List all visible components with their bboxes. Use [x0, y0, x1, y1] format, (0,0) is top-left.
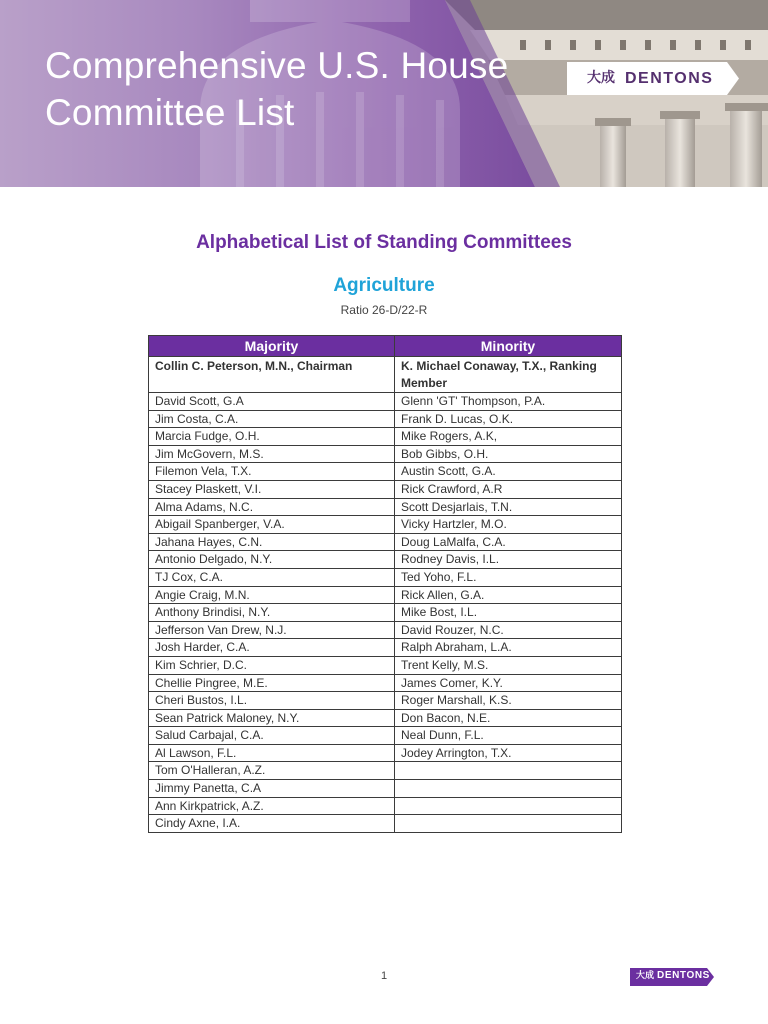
majority-member: Josh Harder, C.A.: [149, 639, 395, 657]
footer-logo-cjk: 大成: [636, 971, 655, 981]
table-row: [149, 604, 622, 622]
table-row: [149, 516, 622, 534]
table-row: [149, 656, 622, 674]
majority-member: Sean Patrick Maloney, N.Y.: [149, 709, 395, 727]
committee-ratio: Ratio 26-D/22-R: [340, 303, 428, 317]
majority-member: Anthony Brindisi, N.Y.: [149, 604, 395, 622]
table-row: [149, 586, 622, 604]
minority-member: Vicky Hartzler, M.O.: [395, 516, 622, 534]
majority-member: Salud Carbajal, C.A.: [149, 727, 395, 745]
minority-member: K. Michael Conaway, T.X., Ranking Member: [395, 357, 622, 393]
majority-member: Ann Kirkpatrick, A.Z.: [149, 797, 395, 815]
minority-member: Roger Marshall, K.S.: [395, 692, 622, 710]
minority-member: Doug LaMalfa, C.A.: [395, 533, 622, 551]
table-row: [149, 639, 622, 657]
document-title: Comprehensive U.S. House Committee List: [45, 45, 509, 133]
majority-member: Stacey Plaskett, V.I.: [149, 480, 395, 498]
minority-member: Scott Desjarlais, T.N.: [395, 498, 622, 516]
minority-header: Minority: [395, 336, 622, 357]
majority-member: Jim Costa, C.A.: [149, 410, 395, 428]
header-banner: [0, 0, 768, 187]
minority-member: Neal Dunn, F.L.: [395, 727, 622, 745]
table-row: [149, 533, 622, 551]
minority-member: Frank D. Lucas, O.K.: [395, 410, 622, 428]
table-row: [149, 621, 622, 639]
majority-member: David Scott, G.A: [149, 393, 395, 411]
minority-member: [395, 762, 622, 780]
majority-member: Alma Adams, N.C.: [149, 498, 395, 516]
minority-member: Rick Allen, G.A.: [395, 586, 622, 604]
table-row: [149, 463, 622, 481]
table-row: [149, 744, 622, 762]
minority-member: Ted Yoho, F.L.: [395, 568, 622, 586]
footer-logo: DENTONS: [657, 970, 710, 981]
table-row: [149, 780, 622, 798]
majority-member: Jim McGovern, M.S.: [149, 445, 395, 463]
committee-name: Agriculture: [333, 275, 435, 296]
minority-member: Don Bacon, N.E.: [395, 709, 622, 727]
majority-member: Jefferson Van Drew, N.J.: [149, 621, 395, 639]
minority-member: James Comer, K.Y.: [395, 674, 622, 692]
minority-member: [395, 797, 622, 815]
committee-roster-table: [148, 335, 622, 833]
majority-member: TJ Cox, C.A.: [149, 568, 395, 586]
majority-member: Abigail Spanberger, V.A.: [149, 516, 395, 534]
minority-member: Rick Crawford, A.R: [395, 480, 622, 498]
majority-member: Collin C. Peterson, M.N., Chairman: [149, 357, 395, 393]
minority-member: Ralph Abraham, L.A.: [395, 639, 622, 657]
majority-header: Majority: [149, 336, 395, 357]
majority-member: Cindy Axne, I.A.: [149, 815, 395, 833]
majority-member: Marcia Fudge, O.H.: [149, 428, 395, 446]
table-row: [149, 428, 622, 446]
minority-member: Austin Scott, G.A.: [395, 463, 622, 481]
table-row: [149, 727, 622, 745]
majority-member: Angie Craig, M.N.: [149, 586, 395, 604]
majority-member: Jimmy Panetta, C.A: [149, 780, 395, 798]
table-row: [149, 815, 622, 833]
section-title: Alphabetical List of Standing Committees: [196, 232, 572, 253]
table-row: [149, 674, 622, 692]
majority-member: Jahana Hayes, C.N.: [149, 533, 395, 551]
minority-member: [395, 815, 622, 833]
table-row: [149, 692, 622, 710]
table-row: [149, 410, 622, 428]
minority-member: [395, 780, 622, 798]
minority-member: Jodey Arrington, T.X.: [395, 744, 622, 762]
majority-member: Tom O'Halleran, A.Z.: [149, 762, 395, 780]
table-row: [149, 762, 622, 780]
table-row: [149, 568, 622, 586]
table-row: [149, 357, 622, 393]
minority-member: Mike Rogers, A.K,: [395, 428, 622, 446]
table-row: [149, 797, 622, 815]
table-row: [149, 445, 622, 463]
majority-member: Filemon Vela, T.X.: [149, 463, 395, 481]
majority-member: Antonio Delgado, N.Y.: [149, 551, 395, 569]
minority-member: Rodney Davis, I.L.: [395, 551, 622, 569]
table-row: [149, 393, 622, 411]
majority-member: Kim Schrier, D.C.: [149, 656, 395, 674]
table-row: [149, 551, 622, 569]
table-row: [149, 709, 622, 727]
minority-member: Glenn 'GT' Thompson, P.A.: [395, 393, 622, 411]
minority-member: David Rouzer, N.C.: [395, 621, 622, 639]
table-row: [149, 498, 622, 516]
majority-member: Chellie Pingree, M.E.: [149, 674, 395, 692]
table-header-row: [149, 336, 622, 357]
table-row: [149, 480, 622, 498]
minority-member: Bob Gibbs, O.H.: [395, 445, 622, 463]
dentons-logo-cjk: 大成: [587, 70, 615, 86]
minority-member: Mike Bost, I.L.: [395, 604, 622, 622]
majority-member: Al Lawson, F.L.: [149, 744, 395, 762]
dentons-logo: DENTONS: [625, 70, 714, 87]
minority-member: Trent Kelly, M.S.: [395, 656, 622, 674]
majority-member: Cheri Bustos, I.L.: [149, 692, 395, 710]
page-number: 1: [380, 970, 388, 982]
